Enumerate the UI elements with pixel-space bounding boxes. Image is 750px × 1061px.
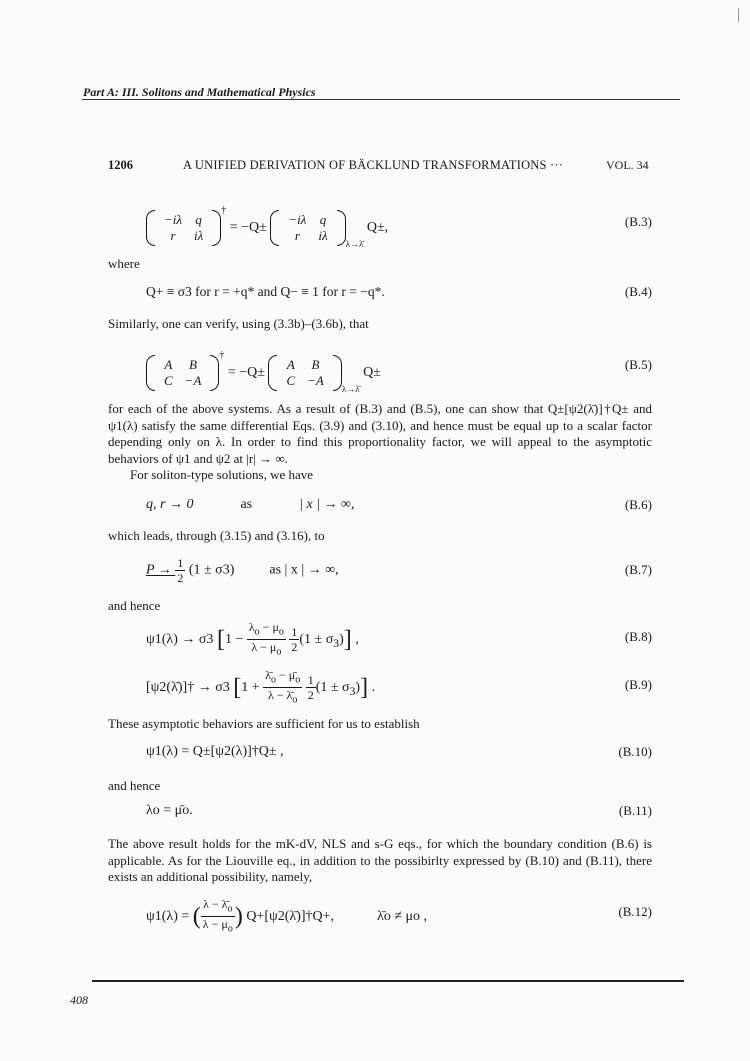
equation-b11: λo = μ̄o. [146, 803, 193, 818]
equation-b12: ψ1(λ) = ( $\frac{\lambda - \lambdā_o}{\lambda - \mu_o}$ ) Q+[ψ2(λ̄)]†Q+, λ̄o ≠ μo , [146, 897, 428, 935]
text-and-hence-2: and hence [108, 778, 161, 793]
matrix-rhs-b5: A B C −A [268, 357, 341, 389]
text-similarly: Similarly, one can verify, using (3.3b)–(3.6b), that [108, 316, 369, 331]
running-title: A UNIFIED DERIVATION OF BÄCKLUND TRANSFORMATIONS ··· [183, 158, 564, 172]
eq-number-b7: (B.7) [624, 562, 652, 577]
eq-number-b11: (B.11) [618, 803, 652, 818]
matrix-lhs: −iλ q r iλ [146, 212, 221, 244]
top-rule [82, 99, 680, 100]
text-which-leads: which leads, through (3.15) and (3.16), to [108, 528, 325, 543]
equation-b7: P → $\frac{1}{2}$ (1 ± σ3) as | x | → ∞, [146, 556, 339, 585]
eq-number-b6: (B.6) [624, 497, 652, 512]
text-soliton: For soliton-type solutions, we have [130, 467, 314, 482]
matrix-rhs: −iλ q r iλ [270, 212, 345, 244]
paragraph-proportionality: for each of the above systems. As a result of (B.3) and (B.5), one can show that Q±[ψ2(λ̄)]†Q± and ψ1(λ) satisfy the same differential Eqs. (3.9) and (3.10), and hence must be equal up to a scalar factor depending only on λ. In order to find this proportionality factor, we will appeal to the asymptotic behaviors of ψ1 and ψ2 at |r| → ∞. [108, 401, 652, 466]
eq-number-b8: (B.8) [624, 629, 652, 644]
volume-label: VOL. 34 [606, 158, 649, 172]
text-asymptotic: These asymptotic behaviors are sufficient for us to establish [108, 716, 420, 731]
eq-number-b9: (B.9) [624, 677, 652, 692]
section-heading: Part A: III. Solitons and Mathematical Physics [83, 85, 316, 99]
equation-b10: ψ1(λ) = Q±[ψ2(λ)]†Q± , [146, 744, 284, 759]
page-edge-mark [738, 8, 739, 22]
equation-b9: [ψ2(λ̄)]† → σ3 [1 + $\frac{\lambdā_o - \mū_o}{\lambda - \lambdā_o}$ $\frac{1}{2}$ $(1 \pm \sigma_3)$] . [146, 668, 376, 706]
eq-number-b10: (B.10) [618, 744, 652, 759]
eq-number-b5: (B.5) [624, 357, 652, 372]
equation-b4: Q+ ≡ σ3 for r = +q* and Q− ≡ 1 for r = −q*. [146, 284, 385, 299]
eq-number-b12: (B.12) [618, 904, 652, 919]
page-number: 1206 [108, 158, 133, 172]
eq-number-b3: (B.3) [624, 214, 652, 229]
paragraph-liouville: The above result holds for the mK-dV, NLS and s-G eqs., for which the boundary condition (B.6) is applicable. As for the Liouville eq., in addition to the possibirlty expressed by (B.10) and (B.11), there exists an additional possibility, namely, [108, 836, 652, 884]
matrix-lhs-b5: A B C −A [146, 357, 219, 389]
equation-b6: q, r → 0 as | x | → ∞, [146, 497, 355, 512]
text-where: where [108, 256, 140, 271]
equation-b5: A B C −A † = −Q± A B C −A $_{\lambda\to\lambdā}$ Q± [146, 350, 381, 394]
equation-b3: −iλ q r iλ † = −Q± −iλ q r iλ $_{\lambda\to\lambdā}$ Q±, [146, 205, 388, 249]
text-and-hence: and hence [108, 598, 161, 613]
footer-page-number: 408 [70, 993, 88, 1007]
equation-b8: ψ1(λ) → σ3 [1 − $\frac{\lambda_o - \mu_o}{\lambda - \mu_o}$ $\frac{1}{2}$ $(1 \pm \sigma_3)$] , [146, 620, 359, 658]
bottom-rule [92, 980, 684, 982]
eq-number-b4: (B.4) [624, 284, 652, 299]
